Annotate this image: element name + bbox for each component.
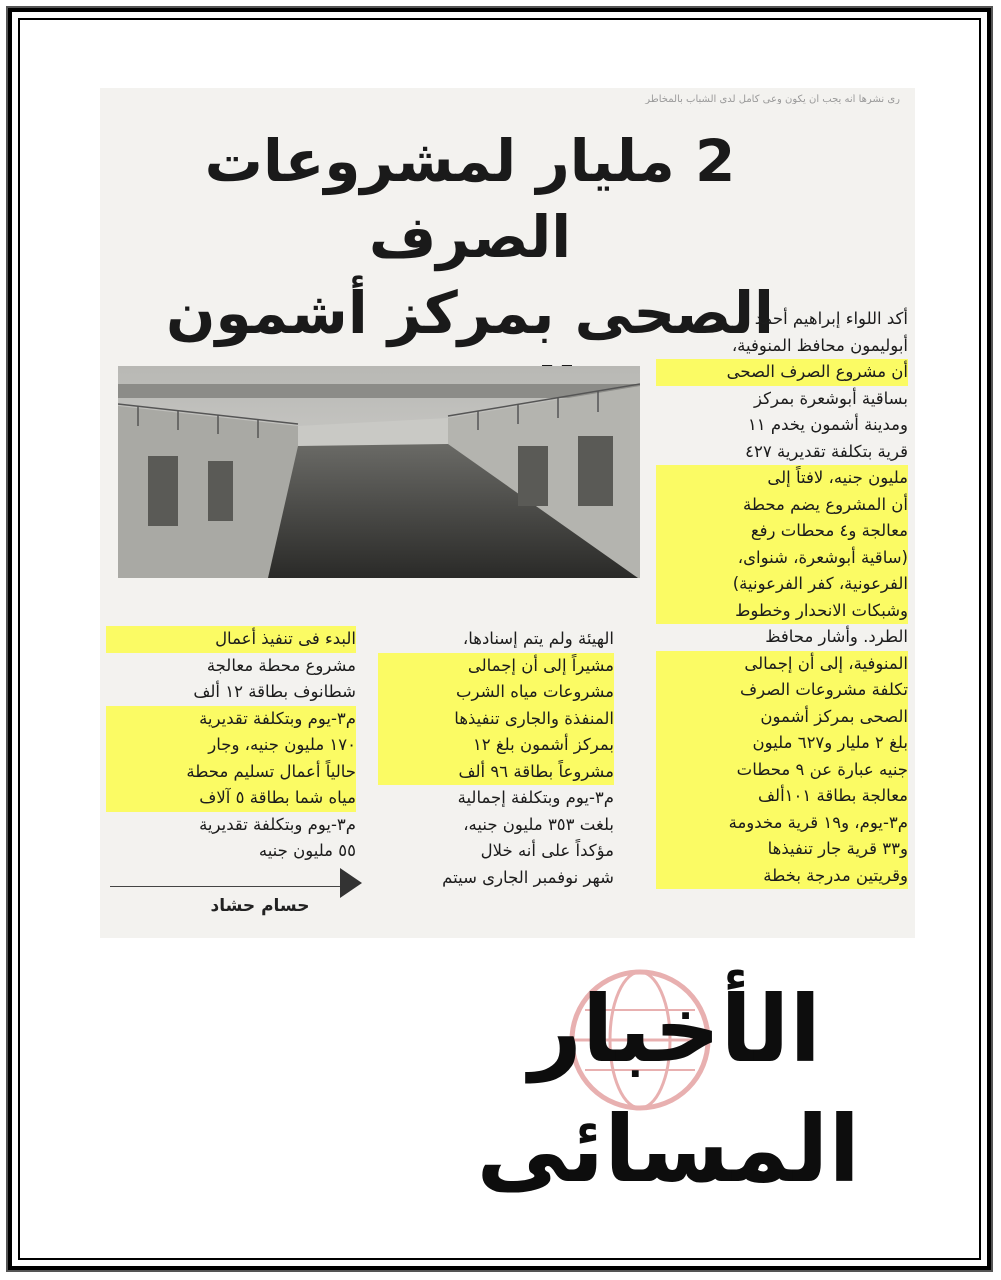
byline: حسام حشاد <box>210 896 310 916</box>
text-line: الهيئة ولم يتم إسنادها، <box>462 629 614 648</box>
highlighted-line: تكلفة مشروعات الصرف <box>656 677 908 704</box>
text-line: ٥٥ مليون جنيه <box>258 841 356 860</box>
highlighted-line: بلغ ٢ مليار و٦٢٧ مليون <box>656 730 908 757</box>
highlighted-line: جنيه عبارة عن ٩ محطات <box>656 757 908 784</box>
text-line: أبوليمون محافظ المنوفية، <box>731 335 908 355</box>
highlighted-line: أن مشروع الصرف الصحى <box>656 359 908 386</box>
highlighted-line: مشيراً إلى أن إجمالى <box>378 653 614 680</box>
highlighted-line: أن المشروع يضم محطة <box>656 492 908 519</box>
newspaper-clipping <box>100 88 915 938</box>
water-tank-photo <box>118 366 640 578</box>
highlighted-line: وشبكات الانحدار وخطوط <box>656 598 908 625</box>
text-line: قرية بتكلفة تقديرية ٤٢٧ <box>745 441 908 461</box>
bleed-through-text: رى نشرها أنه يجب أن يكون وعى كامل لدى الشباب بالمخاطر <box>645 94 900 104</box>
column-right <box>656 306 908 889</box>
highlighted-line: م٣-يوم وبتكلفة تقديرية <box>106 706 356 733</box>
highlighted-line: (ساقية أبوشعرة، شنواى، <box>656 545 908 572</box>
headline-line-1: 2 مليار لمشروعات الصرف <box>204 127 736 271</box>
text-line: أكد اللواء إبراهيم أحمد <box>754 309 908 328</box>
highlighted-line: بمركز أشمون بلغ ١٢ <box>378 732 614 759</box>
highlighted-line: مياه شما بطاقة ٥ آلاف <box>106 785 356 812</box>
highlighted-line: المنفذة والجارى تنفيذها <box>378 706 614 733</box>
highlighted-line: الصحى بمركز أشمون <box>656 704 908 731</box>
column-left <box>106 626 356 865</box>
highlighted-line: وقريتين مدرجة بخطة <box>656 863 908 890</box>
highlighted-line: ١٧٠ مليون جنيه، وجار <box>106 732 356 759</box>
text-line: شطانوف بطاقة ١٢ ألف <box>193 682 356 701</box>
highlighted-line: مشروعات مياه الشرب <box>378 679 614 706</box>
text-line: مؤكداً على أنه خلال <box>480 841 614 860</box>
highlighted-line: المنوفية، إلى أن إجمالى <box>656 651 908 678</box>
logo-text: الأخبار المسائى <box>476 976 860 1203</box>
highlighted-line: حالياً أعمال تسليم محطة <box>106 759 356 786</box>
highlighted-line: معالجة و٤ محطات رفع <box>656 518 908 545</box>
newspaper-logo <box>476 960 860 1203</box>
headline-line-2: الصحى بمركز أشمون <box>166 279 774 347</box>
column-middle <box>378 626 614 891</box>
article-photo <box>118 366 640 578</box>
text-line: م٣-يوم وبتكلفة إجمالية <box>457 788 614 807</box>
text-line: مشروع محطة معالجة <box>206 655 356 675</box>
highlighted-line: مليون جنيه، لافتاً إلى <box>656 465 908 492</box>
text-line: بلغت ٣٥٣ مليون جنيه، <box>463 814 614 834</box>
text-line: بساقية أبوشعرة بمركز <box>754 388 908 408</box>
text-line: شهر نوفمبر الجارى سيتم <box>442 867 614 887</box>
text-line: م٣-يوم وبتكلفة تقديرية <box>199 814 356 834</box>
highlighted-line: البدء فى تنفيذ أعمال <box>106 626 356 653</box>
highlighted-line: الفرعونية، كفر الفرعونية) <box>656 571 908 598</box>
text-line: ومدينة أشمون يخدم ١١ <box>747 415 908 434</box>
highlighted-line: م٣-يوم، و١٩ قرية مخدومة <box>656 810 908 837</box>
highlighted-line: معالجة بطاقة ١٠١ألف <box>656 783 908 810</box>
highlighted-line: و٣٣ قرية جار تنفيذها <box>656 836 908 863</box>
text-line: الطرد. وأشار محافظ <box>765 627 908 646</box>
byline-rule <box>110 886 340 887</box>
highlighted-line: مشروعاً بطاقة ٩٦ ألف <box>378 759 614 786</box>
